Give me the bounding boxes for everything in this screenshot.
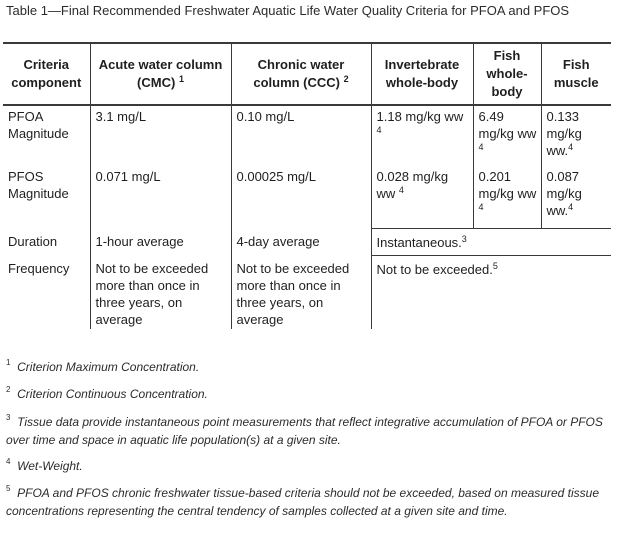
header-chronic: Chronic water column (CCC) $^2$ — [231, 43, 371, 105]
header-criteria-component: Criteria component — [3, 43, 90, 105]
footnote: $^1$ Criterion Maximum Concentration. — [6, 358, 200, 374]
row-label: Duration — [3, 228, 90, 255]
table-row-duration — [3, 228, 611, 255]
cell-tissue: Not to be exceeded.$^5$ — [376, 260, 498, 277]
cell-fish-muscle: 0.133 mg/kg ww.$^4$ — [546, 109, 582, 158]
table-row-pfos — [3, 166, 611, 228]
cell-chronic: Not to be exceeded more than once in three years, on average — [231, 255, 371, 329]
table-caption: Table 1—Final Recommended Freshwater Aquatic Life Water Quality Criteria for PFOA and PFOS — [6, 3, 570, 18]
row-label: PFOS Magnitude — [3, 166, 90, 228]
footnote: $^2$ Criterion Continuous Concentration. — [6, 385, 208, 401]
row-label: Frequency — [3, 255, 90, 329]
header-fish-whole-body: Fish whole-body — [473, 43, 541, 105]
cell-acute: 0.071 mg/L — [90, 166, 231, 228]
cell-chronic: 0.00025 mg/L — [231, 166, 371, 228]
header-acute: Acute water column (CMC) $^1$ — [90, 43, 231, 105]
header-fish-muscle: Fish muscle — [541, 43, 611, 105]
table-row-frequency — [3, 255, 611, 329]
cell-invertebrate: 1.18 mg/kg ww $^4$ — [371, 105, 473, 166]
header-row — [3, 43, 611, 105]
criteria-table — [3, 42, 611, 329]
footnote: $^3$ Tissue data provide instantaneous point measurements that reflect integrative accumulation of PFOA or PFOS over time and space in aquatic life population(s) at a given site. — [6, 413, 603, 447]
cell-acute: 1-hour average — [90, 228, 231, 255]
row-label: PFOA Magnitude — [3, 105, 90, 166]
cell-chronic: 4-day average — [231, 228, 371, 255]
footnote: $^4$ Wet-Weight. — [6, 457, 83, 473]
table-row-pfoa — [3, 105, 611, 166]
footnote: $^5$ PFOA and PFOS chronic freshwater tissue-based criteria should not be exceeded, based on measured tissue concentrations representing the central tendency of samples collected at a given site and time. — [6, 484, 599, 518]
cell-tissue: Instantaneous.$^3$ — [371, 228, 611, 255]
cell-invertebrate: 0.028 mg/kg ww $^4$ — [371, 166, 473, 228]
cell-acute: Not to be exceeded more than once in three years, on average — [90, 255, 231, 329]
header-invertebrate: Invertebrate whole-body — [371, 43, 473, 105]
cell-acute: 3.1 mg/L — [90, 105, 231, 166]
cell-fish-muscle: 0.087 mg/kg ww.$^4$ — [541, 166, 611, 228]
cell-chronic: 0.10 mg/L — [231, 105, 371, 166]
cell-fish-whole-body: 0.201 mg/kg ww $^4$ — [473, 166, 541, 228]
cell-fish-whole-body: 6.49 mg/kg ww $^4$ — [473, 105, 541, 166]
